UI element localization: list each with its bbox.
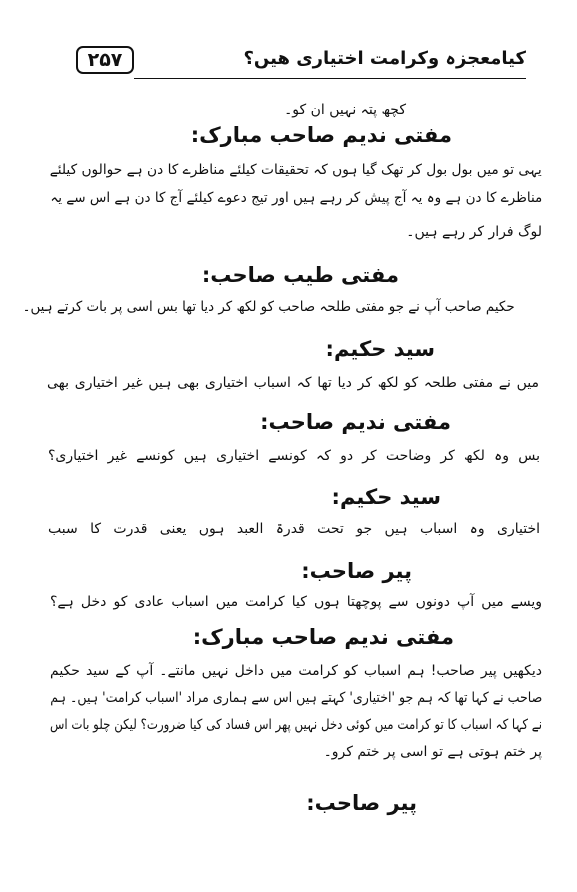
page-number: ۲۵۷: [76, 46, 134, 74]
speaker-name: سید حکیم:: [325, 337, 435, 361]
speaker-name: مفتی ندیم صاحب مبارک:: [190, 123, 452, 147]
text-line: اختیاری وہ اسباب ہیں جو تحت قدرۃ العبد ہوں یعنی قدرت کا سبب: [48, 521, 540, 537]
text-line: دیکھیں پیر صاحب! ہم اسباب کو کرامت میں داخل نہیں مانتے۔ آپ کے سید حکیم: [50, 663, 542, 679]
speaker-name: سید حکیم:: [331, 485, 441, 509]
text-line: پر ختم ہوتی ہے تو اسی پر ختم کرو۔: [323, 744, 542, 760]
speaker-name: مفتی طیب صاحب:: [201, 263, 399, 287]
text-line: یہی تو میں بول بول کر تھک گیا ہوں کہ تحقیقات کیلئے مناظرے کا دن ہے حوالوں کیلئے: [50, 162, 542, 178]
text-line: نے کہا کہ اسباب کا تو کرامت میں کوئی دخل نہیں پھر اس فساد کی کیا ضرورت؟ لیکن چلو بات اس: [50, 717, 542, 733]
speaker-name: مفتی ندیم صاحب مبارک:: [192, 625, 454, 649]
text-line: مناظرے کا دن ہے وہ یہ آج پیش کر رہے ہیں اور تیج دعوے کیلئے آج کا دن ہے اس سے یہ: [50, 190, 542, 206]
speaker-name: پیر صاحب:: [301, 559, 412, 583]
text-line: میں نے مفتی طلحہ کو لکھ کر دیا تھا کہ اسباب اختیاری بھی ہیں غیر اختیاری بھی: [47, 375, 539, 391]
text-line: صاحب نے کہا تھا کہ ہم جو 'اختیاری' کہتے ہیں اس سے ہماری مراد 'اسباب کرامت' ہیں۔ ہم: [50, 690, 542, 706]
running-title: کیامعجزہ وکرامت اختیاری ھیں؟: [243, 48, 526, 69]
speaker-name: مفتی ندیم صاحب:: [260, 410, 451, 434]
text-line: ویسے میں آپ دونوں سے پوچھتا ہوں کیا کرامت میں اسباب عادی کو دخل ہے؟: [50, 594, 542, 610]
text-line: حکیم صاحب آپ نے جو مفتی طلحہ صاحب کو لکھ کر دیا تھا بس اسی پر بات کرتے ہیں۔: [23, 299, 515, 315]
text-line: لوگ فرار کر رہے ہیں۔: [406, 224, 542, 240]
text-line: بس وہ لکھ کر وضاحت کر دو کہ کونسے اختیاری ہیں کونسے غیر اختیاری؟: [48, 448, 540, 464]
text-line: کچھ پتہ نہیں ان کو۔: [284, 102, 406, 118]
speaker-name: پیر صاحب:: [306, 791, 417, 815]
